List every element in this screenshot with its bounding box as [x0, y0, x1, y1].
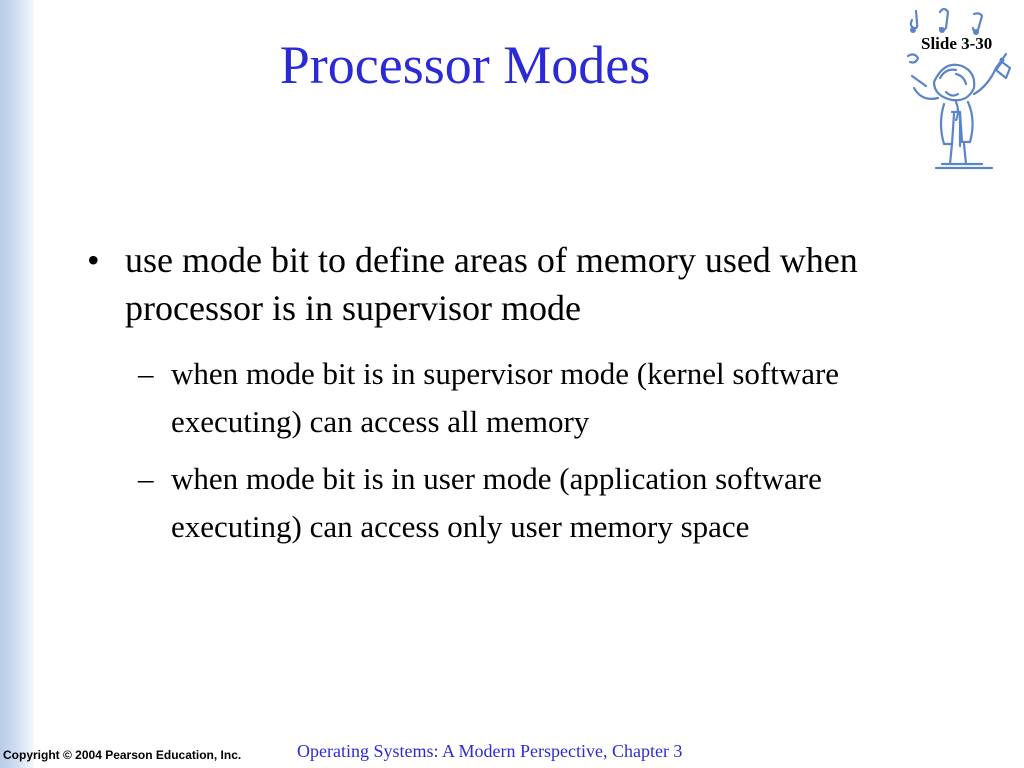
music-conductor-icon — [896, 2, 1024, 172]
sub-bullet-text: when mode bit is in user mode (application software executing) can access only user memory space — [171, 461, 822, 544]
sub-bullet-marker: – — [138, 356, 154, 391]
bullet-marker: • — [87, 240, 100, 280]
copyright-notice: Copyright © 2004 Pearson Education, Inc. — [3, 748, 242, 762]
bullet-text: use mode bit to define areas of memory used when processor is in supervisor mode — [125, 240, 858, 328]
slide-number: Slide 3-30 — [921, 34, 993, 53]
sub-bullet-marker: – — [138, 461, 154, 496]
sub-bullet-text: when mode bit is in supervisor mode (kernel software executing) can access all memory — [171, 356, 840, 439]
sub-bullet-item — [138, 455, 911, 551]
footer-book-title: Operating Systems: A Modern Perspective, Chapter 3 — [297, 741, 683, 761]
bullet-item — [87, 236, 925, 332]
slide-title: Processor Modes — [279, 35, 651, 95]
slide-left-band — [0, 0, 34, 768]
sub-bullet-item — [138, 350, 911, 446]
